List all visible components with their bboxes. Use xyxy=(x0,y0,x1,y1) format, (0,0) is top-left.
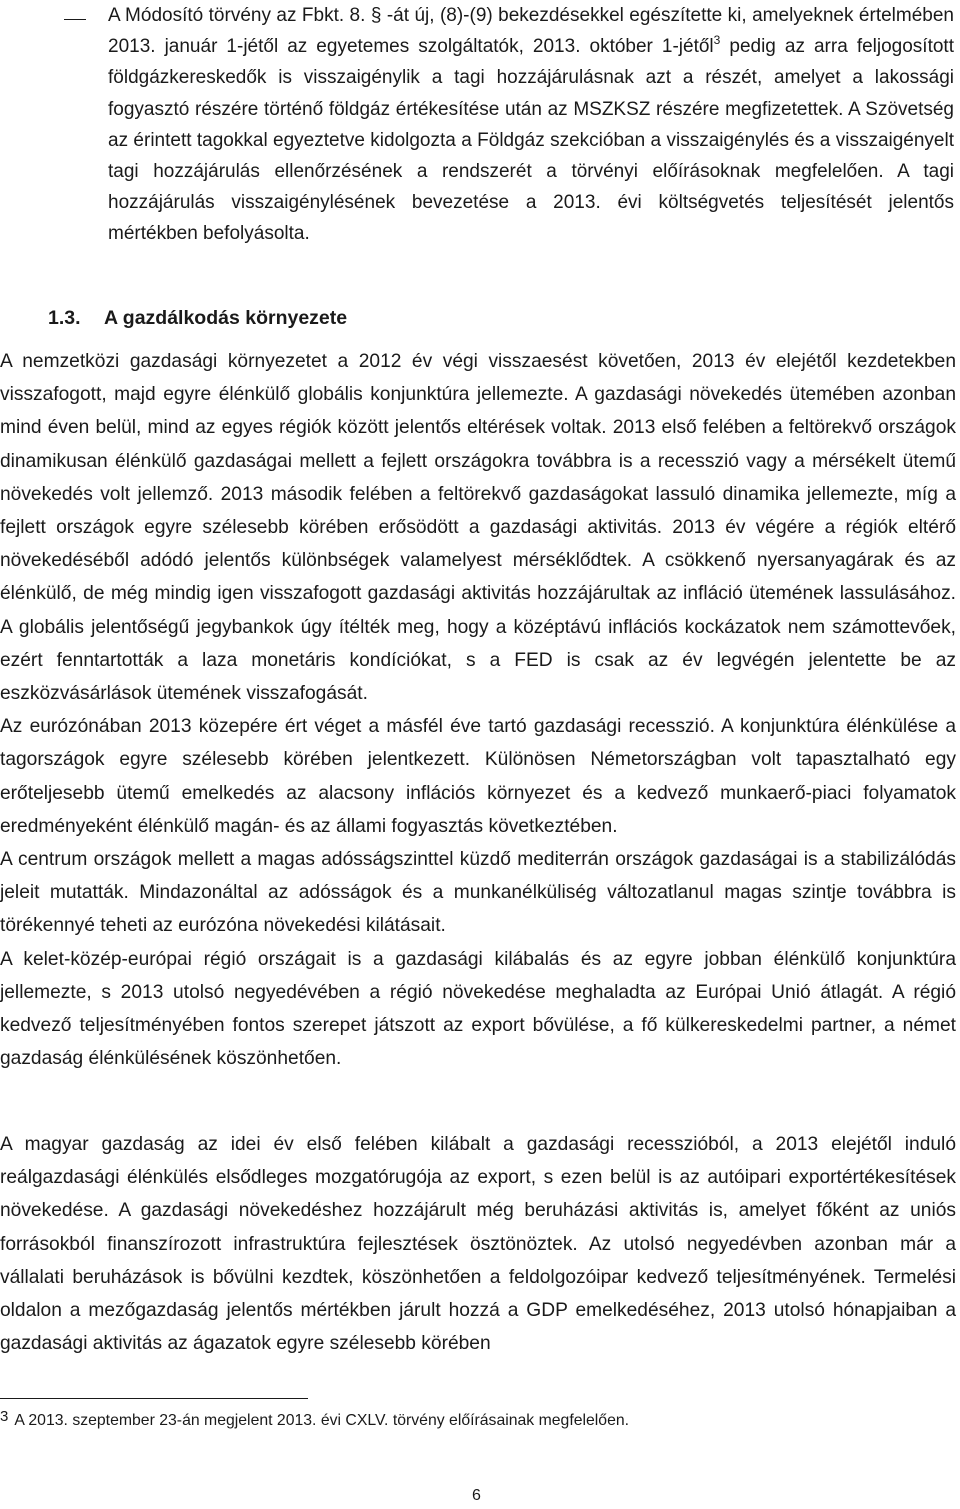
footnote-reference: 3 xyxy=(713,32,721,47)
section-title: A gazdálkodás környezete xyxy=(104,307,348,329)
section-body-continued xyxy=(0,1128,956,1360)
footnote-text: A 2013. szeptember 23-án megjelent 2013. évi CXLV. törvény előírásainak megfelelően. xyxy=(14,1412,630,1429)
page-number: 6 xyxy=(472,1487,481,1504)
paragraph-eurozone: Az eurózónában 2013 közepére ért véget a másfél éve tartó gazdasági recesszió. A konjunktúra élénkülése a tagországok egyre szélesebb körében jelentkezett. Különösen Németországban volt tapasztalható egy erőteljesebb ütemű emelkedés az alacsony inflációs környezet és a kedvező munkaerő-piaci folyamatok eredményeként élénkülő magán- és az állami fogyasztás következtében. xyxy=(0,716,956,837)
footnote-mark: 3 xyxy=(0,1408,9,1425)
bullet-list xyxy=(0,0,960,250)
bullet-item xyxy=(0,0,960,250)
bullet-text-part-1: A Módosító törvény az Fbkt. 8. § -át új, (8)-(9) bekezdésekkel egészítette ki, amelyeknek értelmében 2013. január 1-jétől az egyetemes szolgáltatók, 2013. október 1-jétől xyxy=(108,5,954,58)
dash-bullet-icon xyxy=(64,19,86,20)
bullet-paragraph xyxy=(108,0,954,250)
section-heading xyxy=(48,303,347,334)
paragraph-mediterranean: A centrum országok mellett a magas adósságszinttel küzdő mediterrán országok gazdaságai is a stabilizálódás jeleit mutatták. Mindazonáltal az adósságok és a munkanélküliség változatlanul magas szintje továbbra is törékennyé teheti az eurózóna növekedési kilátásait. xyxy=(0,849,956,937)
footnote-separator xyxy=(0,1398,308,1399)
bullet-text-part-2: pedig az arra feljogosított földgázkereskedők is visszaigénylik a tagi hozzájárulásnak azt a részét, amelyet a lakossági fogyasztó részére történő földgáz értékesítése után az MSZKSZ részére megfizetettek. A Szövetség az érintett tagokkal egyeztetve kidolgozta a Földgáz szekcióban a visszaigénylés és a visszaigényelt tagi hozzájárulás ellenőrzésének a rendszerét a törvényi előírásoknak megfelelően. A tagi hozzájárulás visszaigénylésének bevezetése a 2013. évi költségvetés teljesítését jelentős mértékben befolyásolta. xyxy=(108,36,954,245)
footnote xyxy=(0,1410,629,1432)
paragraph-hungary: A magyar gazdaság az idei év első felében kilábalt a gazdasági recesszióból, a 2013 elejétől induló reálgazdasági élénkülés elsődleges mozgatórugója az export, s ezen belül is az autóipari exportértékesítések növekedése. A gazdasági növekedéshez hozzájárult még beruházási aktivitás is, amelyet főként az uniós forrásokból finanszírozott infrastruktúra fejlesztések ösztönöztek. Az utolsó negyedévben azonban már a vállalati beruházások is bővülni kezdtek, köszönhetően a feldolgozóipar kedvező teljesítményének. Termelési oldalon a mezőgazdaság jelentős mértékben járult hozzá a GDP emelkedéséhez, 2013 utolsó hónapjaiban a gazdasági aktivitás az ágazatok egyre szélesebb körében xyxy=(0,1134,956,1355)
paragraph-cee-region: A kelet-közép-európai régió országait is a gazdasági kilábalás és az egyre jobban élénkülő konjunktúra jellemezte, s 2013 utolsó negyedévében a régió növekedése meghaladta az Európai Unió átlagát. A régió kedvező teljesítményében fontos szerepet játszott az export bővülése, a fő külkereskedelmi partner, a német gazdaság élénkülésének köszönhetően. xyxy=(0,948,956,1070)
paragraph-international: A nemzetközi gazdasági környezetet a 2012 év végi visszaesést követően, 2013 év elejétől kezdetekben visszafogott, majd egyre élénkülő globális konjunktúra jellemezte. A gazdasági növekedés ütemében azonban mind éven belül, mind az egyes régiók között jelentős eltérések voltak. 2013 első felében a feltörekvő országok dinamikusan élénkülő gazdaságai mellett a fejlett országokra továbbra is a recesszió vagy a mérsékelt ütemű növekedés volt jellemző. 2013 második felében a feltörekvő gazdaságokat lassuló dinamika jellemezte, míg a fejlett országok egyre szélesebb körében erősödött a gazdasági aktivitás. 2013 év végére a régiók eltérő növekedéséből adódó jelentős különbségek valamelyest mérséklődtek. A csökkenő nyersanyagárak és az élénkülő, de még mindig igen visszafogott gazdasági aktivitás hozzájárultak az infláció ütemének lassulásához. A globális jelentőségű jegybankok úgy ítélték meg, hogy a középtávú inflációs kockázatok nem számottevőek, ezért fenntartották a laza monetáris kondíciókat, s a FED is csak az év legvégén jelentette be az eszközvásárlások ütemének visszafogását. xyxy=(0,351,956,705)
section-number: 1.3. xyxy=(48,307,81,329)
section-body xyxy=(0,345,956,1075)
